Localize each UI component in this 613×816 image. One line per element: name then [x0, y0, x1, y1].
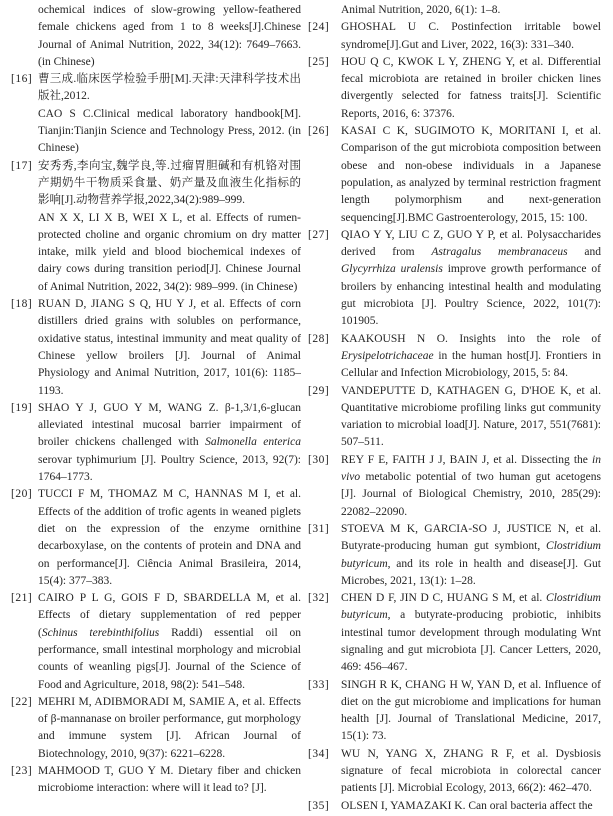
reference-number: [26]	[308, 125, 330, 138]
reference-item	[308, 746, 601, 798]
reference-item	[11, 296, 301, 400]
reference-item	[11, 763, 301, 798]
reference-item	[11, 694, 301, 763]
reference-number: [28]	[308, 332, 330, 345]
reference-item	[308, 123, 601, 227]
reference-number: [21]	[11, 592, 33, 605]
reference-number: [17]	[11, 159, 33, 172]
reference-number: [33]	[308, 678, 330, 691]
reference-number: [22]	[11, 695, 33, 708]
reference-number: [23]	[11, 765, 33, 778]
reference-number: [16]	[11, 73, 33, 86]
references-column-left	[11, 2, 301, 814]
reference-text: AN X X, LI X B, WEI X L, et al. Effects of rumen-protected choline and organic chromium on dry matter intake, milk yield and blood biochemical indexes of dairy cows during transition period[J]. Chinese Journal of Animal Nutrition, 2022, 34(2): 989–999. (in Chinese)	[38, 211, 301, 293]
reference-text: ochemical indices of slow-growing yellow-feathered female chickens aged from 1 to 8 weeks[J].Chinese Journal of Animal Nutrition, 2022, 34(12): 7649–7663.(in Chinese)	[38, 4, 301, 68]
reference-item	[308, 383, 601, 452]
reference-item	[308, 677, 601, 746]
reference-item	[308, 331, 601, 383]
reference-text: MEHRI M, ADIBMORADI M, SAMIE A, et al. Effects of β-mannanase on broiler performance, gut morphology and immune system [J]. African Journal of Biotechnology, 2010, 9(37): 6221–6228.	[38, 695, 301, 760]
reference-number: [20]	[11, 488, 33, 501]
reference-item	[308, 798, 601, 814]
reference-text: STOEVA M K, GARCIA-SO J, JUSTICE N, et al. Butyrate-producing human gut symbiont, Clostridium butyricum, and its role in health and disease[J]. Gut Microbes, 2021, 13(1): 1–28.	[341, 522, 601, 587]
reference-text: SINGH R K, CHANG H W, YAN D, et al. Influence of diet on the gut microbiome and implications for human health [J]. Journal of Translational Medicine, 2017, 15(1): 73.	[341, 678, 601, 743]
reference-number: [24]	[308, 21, 330, 34]
reference-continuation	[308, 2, 601, 19]
reference-continuation	[11, 2, 301, 71]
reference-text: RUAN D, JIANG S Q, HU Y J, et al. Effects of corn distillers dried grains with solubles on performance, oxidative status, intestinal immunity and meat quality of Chinese yellow broilers [J]. Journal of Animal Physiology and Animal Nutrition, 2017, 101(6): 1185–1193.	[38, 298, 301, 397]
reference-item	[11, 486, 301, 590]
reference-number: [35]	[308, 799, 330, 812]
reference-text: CAO S C.Clinical medical laboratory handbook[M]. Tianjin:Tianjin Science and Technology Press, 2012. (in Chinese)	[38, 107, 301, 155]
reference-item	[308, 521, 601, 590]
reference-item	[308, 54, 601, 123]
reference-text: KASAI C K, SUGIMOTO K, MORITANI I, et al. Comparison of the gut microbiota composition between obese and non-obese individuals in a Japanese population, as analyzed by terminal restriction fragment length polymorphism and next-generation sequencing[J].BMC Gastroenterology, 2015, 15: 100.	[341, 125, 601, 224]
reference-text: CAIRO P L G, GOIS F D, SBARDELLA M, et al. Effects of dietary supplementation of red pepper (Schinus terebinthifolius Raddi) essential oil on performance, small intestinal morphology and microbial counts of weanling pigs[J]. Journal of the Science of Food and Agriculture, 2018, 98(2): 541–548.	[38, 592, 301, 691]
reference-item	[11, 158, 301, 296]
reference-text: HOU Q C, KWOK L Y, ZHENG Y, et al. Differential fecal microbiota are retained in broiler chicken lines divergently selected for fatness traits[J]. Scientific Reports, 2016, 6: 37376.	[341, 55, 601, 120]
reference-text: QIAO Y Y, LIU C Z, GUO Y P, et al. Polysaccharides derived from Astragalus membranaceus and Glycyrrhiza uralensis improve growth performance of broilers by enhancing intestinal health and modulating gut microbiota [J]. Poultry Science, 2022, 101(7): 101905.	[341, 228, 601, 328]
reference-item	[308, 452, 601, 521]
reference-text: 安秀秀,李向宝,魏学良,等.过瘤胃胆碱和有机铬对围产期奶牛干物质采食量、奶产量及血液生化指标的影响[J].动物营养学报,2022,34(2):989–999.	[38, 159, 301, 207]
references-column-right	[308, 2, 601, 814]
reference-item	[308, 19, 601, 54]
reference-text: GHOSHAL U C. Postinfection irritable bowel syndrome[J].Gut and Liver, 2022, 16(3): 331–340.	[341, 21, 601, 51]
reference-number: [30]	[308, 453, 330, 466]
reference-text: 曹三成.临床医学检验手册[M].天津:天津科学技术出版社,2012.	[38, 73, 301, 103]
reference-number: [18]	[11, 298, 33, 311]
reference-number: [29]	[308, 384, 330, 397]
reference-text: SHAO Y J, GUO Y M, WANG Z. β-1,3/1,6-glucan alleviated intestinal mucosal barrier impairment of broiler chickens challenged with Salmonella enterica serovar typhimurium [J]. Poultry Science, 2013, 92(7): 1764–1773.	[38, 401, 301, 484]
reference-item	[308, 227, 601, 331]
reference-text: REY F E, FAITH J J, BAIN J, et al. Dissecting the in vivo metabolic potential of two human gut acetogens [J]. Journal of Biological Chemistry, 2010, 285(29): 22082–22090.	[341, 453, 601, 518]
reference-text: MAHMOOD T, GUO Y M. Dietary fiber and chicken microbiome interaction: where will it lead to? [J].	[38, 765, 301, 795]
reference-text: Animal Nutrition, 2020, 6(1): 1–8.	[341, 4, 501, 16]
reference-number: [27]	[308, 228, 330, 241]
reference-text: VANDEPUTTE D, KATHAGEN G, D'HOE K, et al. Quantitative microbiome profiling links gut community variation to microbial load[J]. Nature, 2017, 551(7681): 507–511.	[341, 384, 601, 449]
reference-item	[11, 71, 301, 157]
reference-text: CHEN D F, JIN D C, HUANG S M, et al. Clostridium butyricum, a butyrate-producing probiotic, inhibits intestinal tumor development through modulating Wnt signaling and gut microbiota [J]. Cancer Letters, 2020, 469: 456–467.	[341, 592, 601, 674]
reference-item	[11, 590, 301, 694]
reference-text: OLSEN I, YAMAZAKI K. Can oral bacteria affect the	[341, 799, 593, 812]
reference-number: [34]	[308, 747, 330, 760]
reference-text: TUCCI F M, THOMAZ M C, HANNAS M I, et al. Effects of the addition of trofic agents in weaned piglets diet on the expression of the enzyme ornithine decarboxylase, on the contents of protein and DNA and on performance[J]. Ciência Animal Brasileira, 2014, 15(4): 377–383.	[38, 488, 301, 587]
reference-number: [19]	[11, 401, 33, 414]
reference-item	[11, 400, 301, 486]
reference-item	[308, 590, 601, 676]
reference-number: [25]	[308, 55, 330, 68]
reference-text: KAAKOUSH N O. Insights into the role of Erysipelotrichaceae in the human host[J]. Frontiers in Cellular and Infection Microbiology, 2015, 5: 84.	[341, 332, 601, 380]
reference-number: [32]	[308, 592, 330, 605]
reference-text: WU N, YANG X, ZHANG R F, et al. Dysbiosis signature of fecal microbiota in colorectal cancer patients [J]. Microbial Ecology, 2013, 66(2): 462–470.	[341, 747, 601, 795]
reference-number: [31]	[308, 522, 330, 535]
